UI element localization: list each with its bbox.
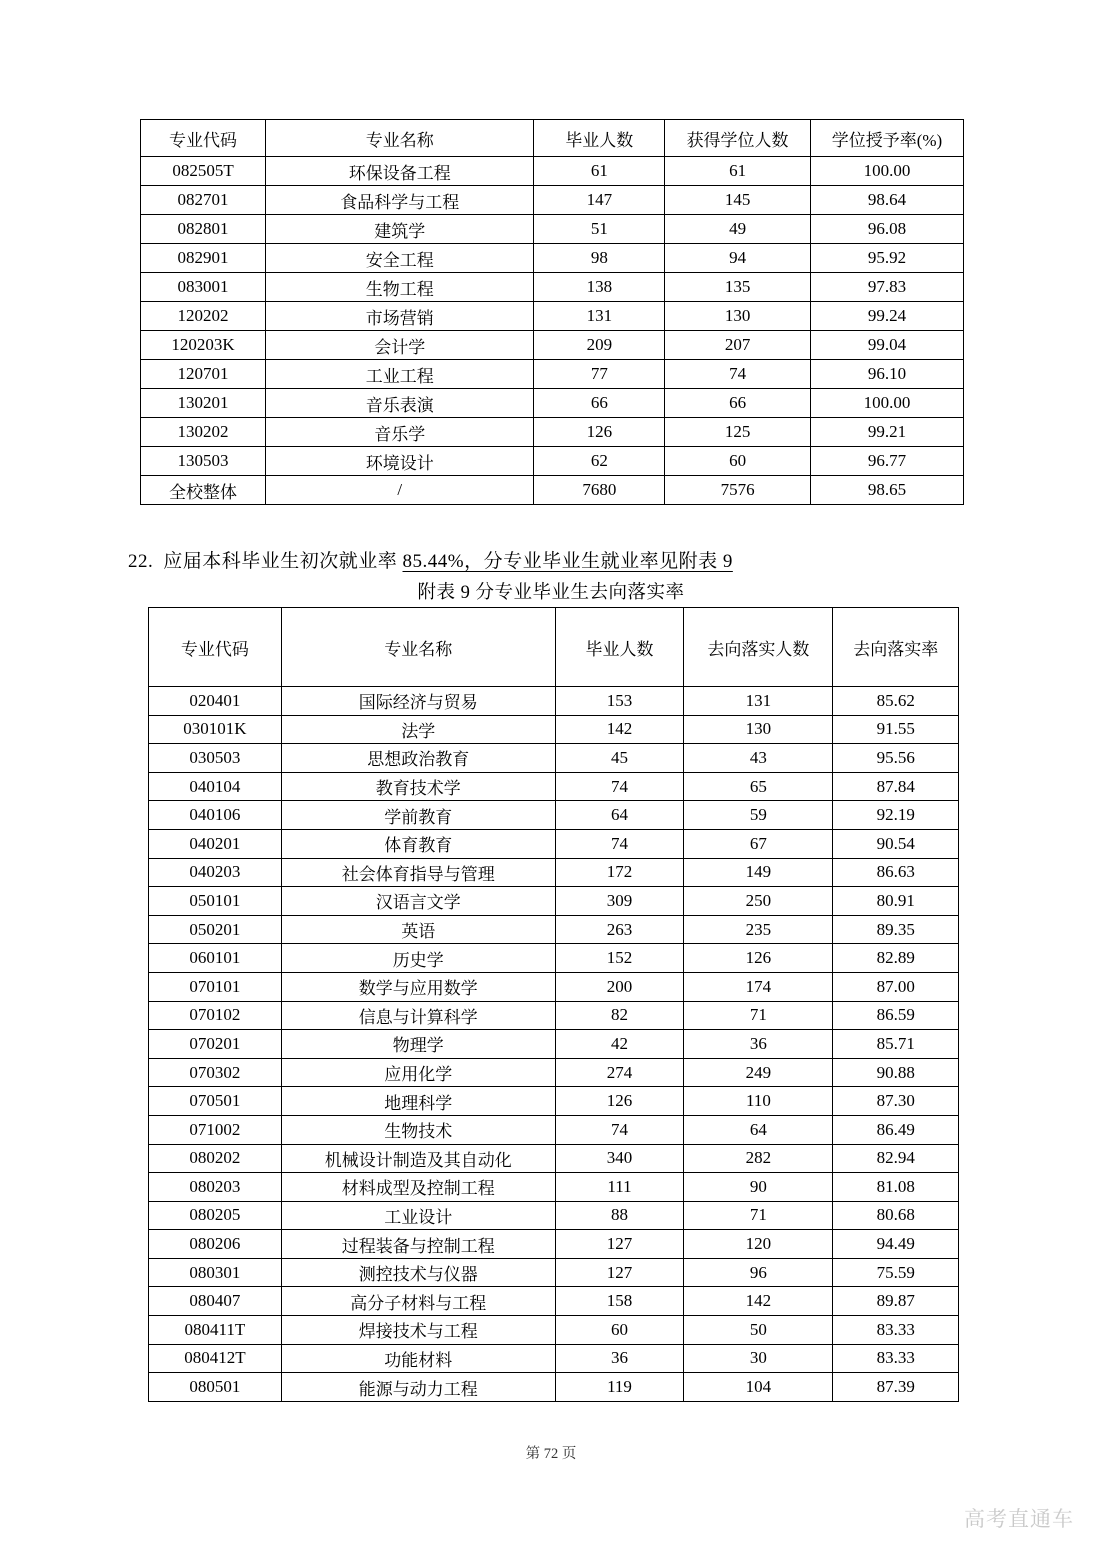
- table-cell: 机械设计制造及其自动化: [281, 1144, 555, 1173]
- table-cell: 英语: [281, 915, 555, 944]
- table-cell: 数学与应用数学: [281, 972, 555, 1001]
- table-row: [149, 829, 959, 858]
- table-cell: 274: [555, 1058, 684, 1087]
- table-cell: 71: [684, 1201, 833, 1230]
- table-cell: 020401: [149, 687, 282, 716]
- table-cell: 61: [534, 157, 665, 186]
- table-cell: 汉语言文学: [281, 887, 555, 916]
- table-cell: 94.49: [833, 1230, 959, 1259]
- table-cell: 145: [665, 186, 811, 215]
- table-cell: 126: [684, 944, 833, 973]
- column-header: 专业代码: [141, 120, 266, 157]
- table-cell: 30: [684, 1344, 833, 1373]
- table-cell: 070302: [149, 1058, 282, 1087]
- table-cell: 142: [555, 715, 684, 744]
- table-cell: 市场营销: [266, 302, 534, 331]
- table-cell: 75.59: [833, 1258, 959, 1287]
- table-row: [149, 1115, 959, 1144]
- table-row: [149, 1173, 959, 1202]
- table-cell: 60: [665, 447, 811, 476]
- table-cell: 42: [555, 1030, 684, 1059]
- table-cell: 工业工程: [266, 360, 534, 389]
- table-cell: 学前教育: [281, 801, 555, 830]
- table-cell: 74: [555, 772, 684, 801]
- table-cell: 74: [555, 829, 684, 858]
- table-cell: 86.49: [833, 1115, 959, 1144]
- table-row: [149, 1001, 959, 1030]
- table-cell: 080203: [149, 1173, 282, 1202]
- degree-table: [140, 119, 964, 505]
- table-cell: 思想政治教育: [281, 744, 555, 773]
- table-cell: 127: [555, 1258, 684, 1287]
- table-cell: 77: [534, 360, 665, 389]
- table-cell: 91.55: [833, 715, 959, 744]
- table-cell: 080501: [149, 1373, 282, 1402]
- table-cell: 174: [684, 972, 833, 1001]
- table-cell: 过程装备与控制工程: [281, 1230, 555, 1259]
- table-cell: 207: [665, 331, 811, 360]
- table-cell: 080202: [149, 1144, 282, 1173]
- table-cell: 120701: [141, 360, 266, 389]
- watermark: 高考直通车: [964, 1508, 1074, 1531]
- table-row: [149, 1144, 959, 1173]
- table-cell: 50: [684, 1316, 833, 1345]
- table-cell: 能源与动力工程: [281, 1373, 555, 1402]
- table-cell: 67: [684, 829, 833, 858]
- table-cell: 200: [555, 972, 684, 1001]
- table-cell: 131: [684, 687, 833, 716]
- table-cell: 127: [555, 1230, 684, 1259]
- table-row: [149, 1373, 959, 1402]
- table-cell: 130202: [141, 418, 266, 447]
- table-row: [149, 1030, 959, 1059]
- column-header: 毕业人数: [534, 120, 665, 157]
- table-cell: 71: [684, 1001, 833, 1030]
- table-cell: 130201: [141, 389, 266, 418]
- table-cell: 96.10: [810, 360, 963, 389]
- table-cell: 99.21: [810, 418, 963, 447]
- table-cell: 082505T: [141, 157, 266, 186]
- column-header: 学位授予率(%): [810, 120, 963, 157]
- table-cell: 235: [684, 915, 833, 944]
- table-cell: 95.56: [833, 744, 959, 773]
- table-cell: 209: [534, 331, 665, 360]
- table-cell: 030503: [149, 744, 282, 773]
- table-cell: 音乐学: [266, 418, 534, 447]
- table-cell: 62: [534, 447, 665, 476]
- destination-table-header-row: [149, 608, 959, 687]
- destination-table-container: [148, 607, 959, 1402]
- table-cell: 080301: [149, 1258, 282, 1287]
- column-header: 获得学位人数: [665, 120, 811, 157]
- table-cell: 070101: [149, 972, 282, 1001]
- table-cell: 全校整体: [141, 476, 266, 505]
- table-row: [141, 447, 964, 476]
- table-cell: 120: [684, 1230, 833, 1259]
- table-row: [149, 1258, 959, 1287]
- table-cell: 环境设计: [266, 447, 534, 476]
- table-cell: 080206: [149, 1230, 282, 1259]
- table-cell: 98.65: [810, 476, 963, 505]
- table-row: [149, 715, 959, 744]
- table-row: [149, 1201, 959, 1230]
- table-cell: 120203K: [141, 331, 266, 360]
- table-cell: 100.00: [810, 157, 963, 186]
- table-cell: 信息与计算科学: [281, 1001, 555, 1030]
- table-cell: 建筑学: [266, 215, 534, 244]
- table-cell: 130: [684, 715, 833, 744]
- table-cell: 历史学: [281, 944, 555, 973]
- table-row: [149, 887, 959, 916]
- table-row: [149, 972, 959, 1001]
- table-cell: 040104: [149, 772, 282, 801]
- table-cell: 98.64: [810, 186, 963, 215]
- column-header: 去向落实人数: [684, 608, 833, 687]
- table-cell: 050101: [149, 887, 282, 916]
- table-cell: 61: [665, 157, 811, 186]
- table-row: [141, 186, 964, 215]
- table-cell: 85.62: [833, 687, 959, 716]
- table-cell: 体育教育: [281, 829, 555, 858]
- table-cell: 86.59: [833, 1001, 959, 1030]
- table-cell: 85.71: [833, 1030, 959, 1059]
- table-row: [149, 772, 959, 801]
- note-text: 应届本科毕业生初次就业率: [163, 551, 403, 572]
- table-cell: 7680: [534, 476, 665, 505]
- table-cell: 51: [534, 215, 665, 244]
- table-cell: 050201: [149, 915, 282, 944]
- page-number: 第 72 页: [525, 1446, 577, 1462]
- table-cell: 法学: [281, 715, 555, 744]
- table-cell: 89.87: [833, 1287, 959, 1316]
- table-cell: 环保设备工程: [266, 157, 534, 186]
- table-cell: 90.54: [833, 829, 959, 858]
- table-cell: 263: [555, 915, 684, 944]
- table-cell: 131: [534, 302, 665, 331]
- table-cell: 社会体育指导与管理: [281, 858, 555, 887]
- table-cell: 生物技术: [281, 1115, 555, 1144]
- degree-table-container: [140, 119, 964, 505]
- table-cell: 138: [534, 273, 665, 302]
- table-cell: 95.92: [810, 244, 963, 273]
- table-cell: 104: [684, 1373, 833, 1402]
- table-row: [141, 389, 964, 418]
- table-cell: 040106: [149, 801, 282, 830]
- table-cell: 250: [684, 887, 833, 916]
- table-row: [141, 244, 964, 273]
- table-row: [141, 215, 964, 244]
- table-cell: 100.00: [810, 389, 963, 418]
- table-cell: 87.30: [833, 1087, 959, 1116]
- table-cell: /: [266, 476, 534, 505]
- table-row: [141, 360, 964, 389]
- table-cell: 材料成型及控制工程: [281, 1173, 555, 1202]
- table-cell: 82.94: [833, 1144, 959, 1173]
- table-cell: 130503: [141, 447, 266, 476]
- table-row: [149, 858, 959, 887]
- table-cell: 99.24: [810, 302, 963, 331]
- table-cell: 071002: [149, 1115, 282, 1144]
- table-cell: 焊接技术与工程: [281, 1316, 555, 1345]
- table-row: [149, 1344, 959, 1373]
- table-cell: 120202: [141, 302, 266, 331]
- table-cell: 96.08: [810, 215, 963, 244]
- table-cell: 142: [684, 1287, 833, 1316]
- table2-caption: 附表 9 分专业毕业生去向落实率: [417, 583, 685, 603]
- table-cell: 音乐表演: [266, 389, 534, 418]
- table-cell: 65: [684, 772, 833, 801]
- table-cell: 119: [555, 1373, 684, 1402]
- table-row: [149, 915, 959, 944]
- table-cell: 64: [555, 801, 684, 830]
- table-cell: 111: [555, 1173, 684, 1202]
- table-cell: 135: [665, 273, 811, 302]
- table-cell: 82: [555, 1001, 684, 1030]
- table-cell: 81.08: [833, 1173, 959, 1202]
- table-cell: 130: [665, 302, 811, 331]
- table-cell: 高分子材料与工程: [281, 1287, 555, 1316]
- table-row: [149, 744, 959, 773]
- table-cell: 74: [665, 360, 811, 389]
- table-cell: 040201: [149, 829, 282, 858]
- table-cell: 45: [555, 744, 684, 773]
- table-cell: 83.33: [833, 1316, 959, 1345]
- table-cell: 82.89: [833, 944, 959, 973]
- table-cell: 152: [555, 944, 684, 973]
- table-cell: 94: [665, 244, 811, 273]
- table-cell: 126: [555, 1087, 684, 1116]
- table-cell: 74: [555, 1115, 684, 1144]
- table-cell: 080412T: [149, 1344, 282, 1373]
- table-cell: 97.83: [810, 273, 963, 302]
- table-cell: 物理学: [281, 1030, 555, 1059]
- table-cell: 90.88: [833, 1058, 959, 1087]
- table-cell: 66: [534, 389, 665, 418]
- table-row: [149, 1058, 959, 1087]
- degree-table-header-row: [141, 120, 964, 157]
- table-cell: 83.33: [833, 1344, 959, 1373]
- table-row: [149, 687, 959, 716]
- table-row: [149, 1316, 959, 1345]
- column-header: 专业名称: [266, 120, 534, 157]
- table-cell: 7576: [665, 476, 811, 505]
- table-cell: 282: [684, 1144, 833, 1173]
- table-cell: 040203: [149, 858, 282, 887]
- table-cell: 80.68: [833, 1201, 959, 1230]
- table-cell: 082801: [141, 215, 266, 244]
- table-cell: 158: [555, 1287, 684, 1316]
- table-cell: 070501: [149, 1087, 282, 1116]
- table-cell: 国际经济与贸易: [281, 687, 555, 716]
- table-cell: 92.19: [833, 801, 959, 830]
- table-row: [141, 273, 964, 302]
- table-cell: 90: [684, 1173, 833, 1202]
- table-cell: 030101K: [149, 715, 282, 744]
- note-number: 22.: [128, 551, 154, 572]
- table-cell: 工业设计: [281, 1201, 555, 1230]
- table-cell: 43: [684, 744, 833, 773]
- table-cell: 083001: [141, 273, 266, 302]
- table-cell: 172: [555, 858, 684, 887]
- table-cell: 64: [684, 1115, 833, 1144]
- table-cell: 36: [555, 1344, 684, 1373]
- table-cell: 110: [684, 1087, 833, 1116]
- table-cell: 149: [684, 858, 833, 887]
- table-cell: 88: [555, 1201, 684, 1230]
- table-cell: 89.35: [833, 915, 959, 944]
- table-row: [149, 1087, 959, 1116]
- note-line-22: [128, 546, 1028, 573]
- table-cell: 153: [555, 687, 684, 716]
- table-cell: 地理科学: [281, 1087, 555, 1116]
- table-cell: 060101: [149, 944, 282, 973]
- table-cell: 功能材料: [281, 1344, 555, 1373]
- table-cell: 应用化学: [281, 1058, 555, 1087]
- table-cell: 070201: [149, 1030, 282, 1059]
- table-cell: 59: [684, 801, 833, 830]
- table-cell: 87.00: [833, 972, 959, 1001]
- table-cell: 080205: [149, 1201, 282, 1230]
- table-cell: 87.84: [833, 772, 959, 801]
- table-cell: 070102: [149, 1001, 282, 1030]
- table-cell: 125: [665, 418, 811, 447]
- table-cell: 126: [534, 418, 665, 447]
- column-header: 专业代码: [149, 608, 282, 687]
- table-row: [149, 944, 959, 973]
- table-cell: 99.04: [810, 331, 963, 360]
- table-cell: 教育技术学: [281, 772, 555, 801]
- table-cell: 98: [534, 244, 665, 273]
- table-cell: 080407: [149, 1287, 282, 1316]
- destination-table: [148, 607, 959, 1402]
- table-cell: 66: [665, 389, 811, 418]
- table-cell: 309: [555, 887, 684, 916]
- table-cell: 60: [555, 1316, 684, 1345]
- table-row: [141, 302, 964, 331]
- table-cell: 86.63: [833, 858, 959, 887]
- table-cell: 36: [684, 1030, 833, 1059]
- column-header: 去向落实率: [833, 608, 959, 687]
- table-row: [141, 418, 964, 447]
- table-cell: 测控技术与仪器: [281, 1258, 555, 1287]
- column-header: 专业名称: [281, 608, 555, 687]
- table-cell: 生物工程: [266, 273, 534, 302]
- table-cell: 080411T: [149, 1316, 282, 1345]
- table-cell: 80.91: [833, 887, 959, 916]
- column-header: 毕业人数: [555, 608, 684, 687]
- table-row: [141, 331, 964, 360]
- table-cell: 食品科学与工程: [266, 186, 534, 215]
- table-cell: 082901: [141, 244, 266, 273]
- table-cell: 49: [665, 215, 811, 244]
- table-row: [141, 476, 964, 505]
- note-underlined-text: 85.44%，分专业毕业生就业率见附表 9: [402, 551, 733, 572]
- table-cell: 082701: [141, 186, 266, 215]
- table-cell: 96: [684, 1258, 833, 1287]
- table-cell: 147: [534, 186, 665, 215]
- table-cell: 96.77: [810, 447, 963, 476]
- table-row: [149, 801, 959, 830]
- table-cell: 249: [684, 1058, 833, 1087]
- table-row: [149, 1287, 959, 1316]
- table-row: [141, 157, 964, 186]
- table-cell: 340: [555, 1144, 684, 1173]
- table-cell: 87.39: [833, 1373, 959, 1402]
- table-cell: 会计学: [266, 331, 534, 360]
- table-row: [149, 1230, 959, 1259]
- table-cell: 安全工程: [266, 244, 534, 273]
